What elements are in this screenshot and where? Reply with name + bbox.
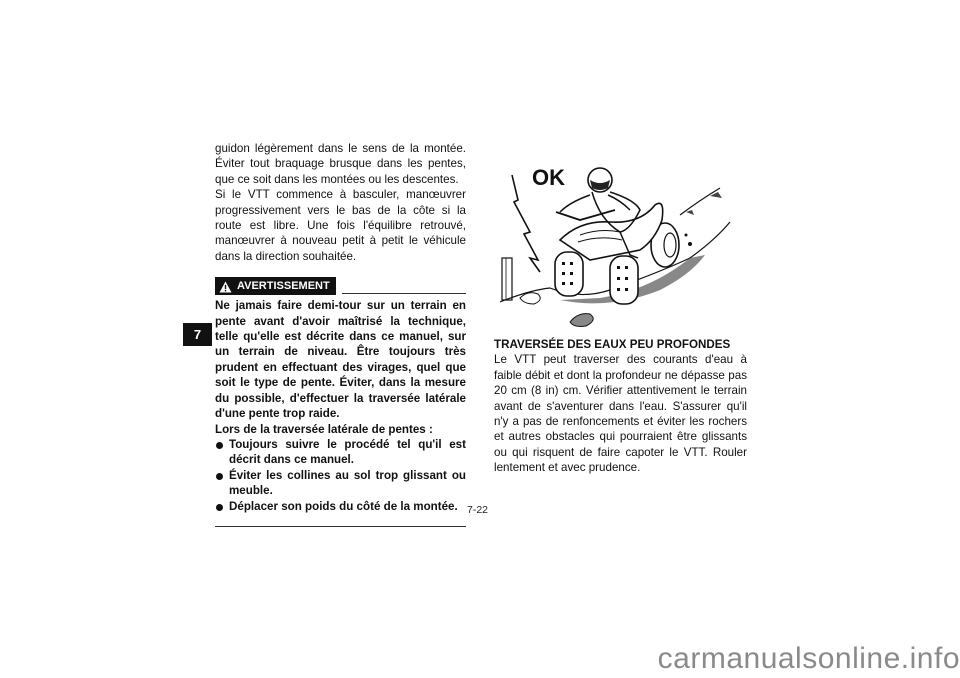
bullet-icon: [216, 504, 223, 511]
section-title: TRAVERSÉE DES EAUX PEU PROFONDES: [494, 338, 731, 351]
chapter-number: 7: [193, 327, 202, 342]
watermark: carmanualsonline.info: [657, 642, 960, 675]
warning-badge: [215, 277, 336, 295]
right-column: [494, 337, 747, 476]
left-column: [215, 141, 466, 527]
atv-slope-illustration: [490, 140, 750, 330]
list-item: Déplacer son poids du côté de la montée.: [215, 499, 466, 514]
paragraph-tipping: Si le VTT commence à basculer, manœuvrer progressivement vers le bas de la côte si la route est libre. Une fois l'équilibre retrouvé, manœuvrer à nouveau petit à petit le véhicule dans la direction souhaitée.: [215, 188, 466, 263]
warning-header-rule: [342, 293, 466, 294]
warning-body: [215, 298, 466, 514]
paragraph-steering: guidon légèrement dans le sens de la montée. Éviter tout braquage brusque dans les pentes, que ce soit dans les montées ou les descentes.: [215, 142, 466, 186]
chapter-tab: [183, 323, 212, 346]
list-item: Toujours suivre le procédé tel qu'il est décrit dans ce manuel.: [215, 437, 466, 468]
page-number: 7-22: [467, 504, 489, 516]
paragraph-water-crossing: Le VTT peut traverser des courants d'eau à faible débit et dont la profondeur ne dépasse pas 20 cm (8 in) cm. Vérifier attentivement le terrain avant de s'aventurer dans l'eau. S'assurer qu'il n'y a pas de renfoncements et éviter les rochers et autres obstacles qui pourraient être glissants ou qui risquent de faire capoter le VTT. Rouler lentement et avec prudence.: [494, 353, 747, 475]
warning-intro: Lors de la traversée latérale de pentes :: [215, 422, 433, 436]
warning-end-rule: [215, 526, 466, 527]
warning-label: AVERTISSEMENT: [237, 280, 330, 293]
svg-text:OK: OK: [532, 165, 565, 190]
list-item: Éviter les collines au sol trop glissant ou meuble.: [215, 468, 466, 499]
warning-bullet-list: [215, 437, 466, 514]
warning-text: Ne jamais faire demi-tour sur un terrain en pente avant d'avoir maîtrisé la technique, telle qu'elle est décrite dans ce manuel, sur un terrain de niveau. Être toujours très prudent en effectuant des virages, quel que soit le type de pente. Éviter, dans la mesure du possible, d'effectuer la traversée latérale d'une pente trop raide.: [215, 299, 466, 421]
warning-triangle-icon: [219, 281, 232, 293]
bullet-icon: [216, 442, 223, 449]
warning-header: [215, 276, 466, 295]
bullet-icon: [216, 473, 223, 480]
